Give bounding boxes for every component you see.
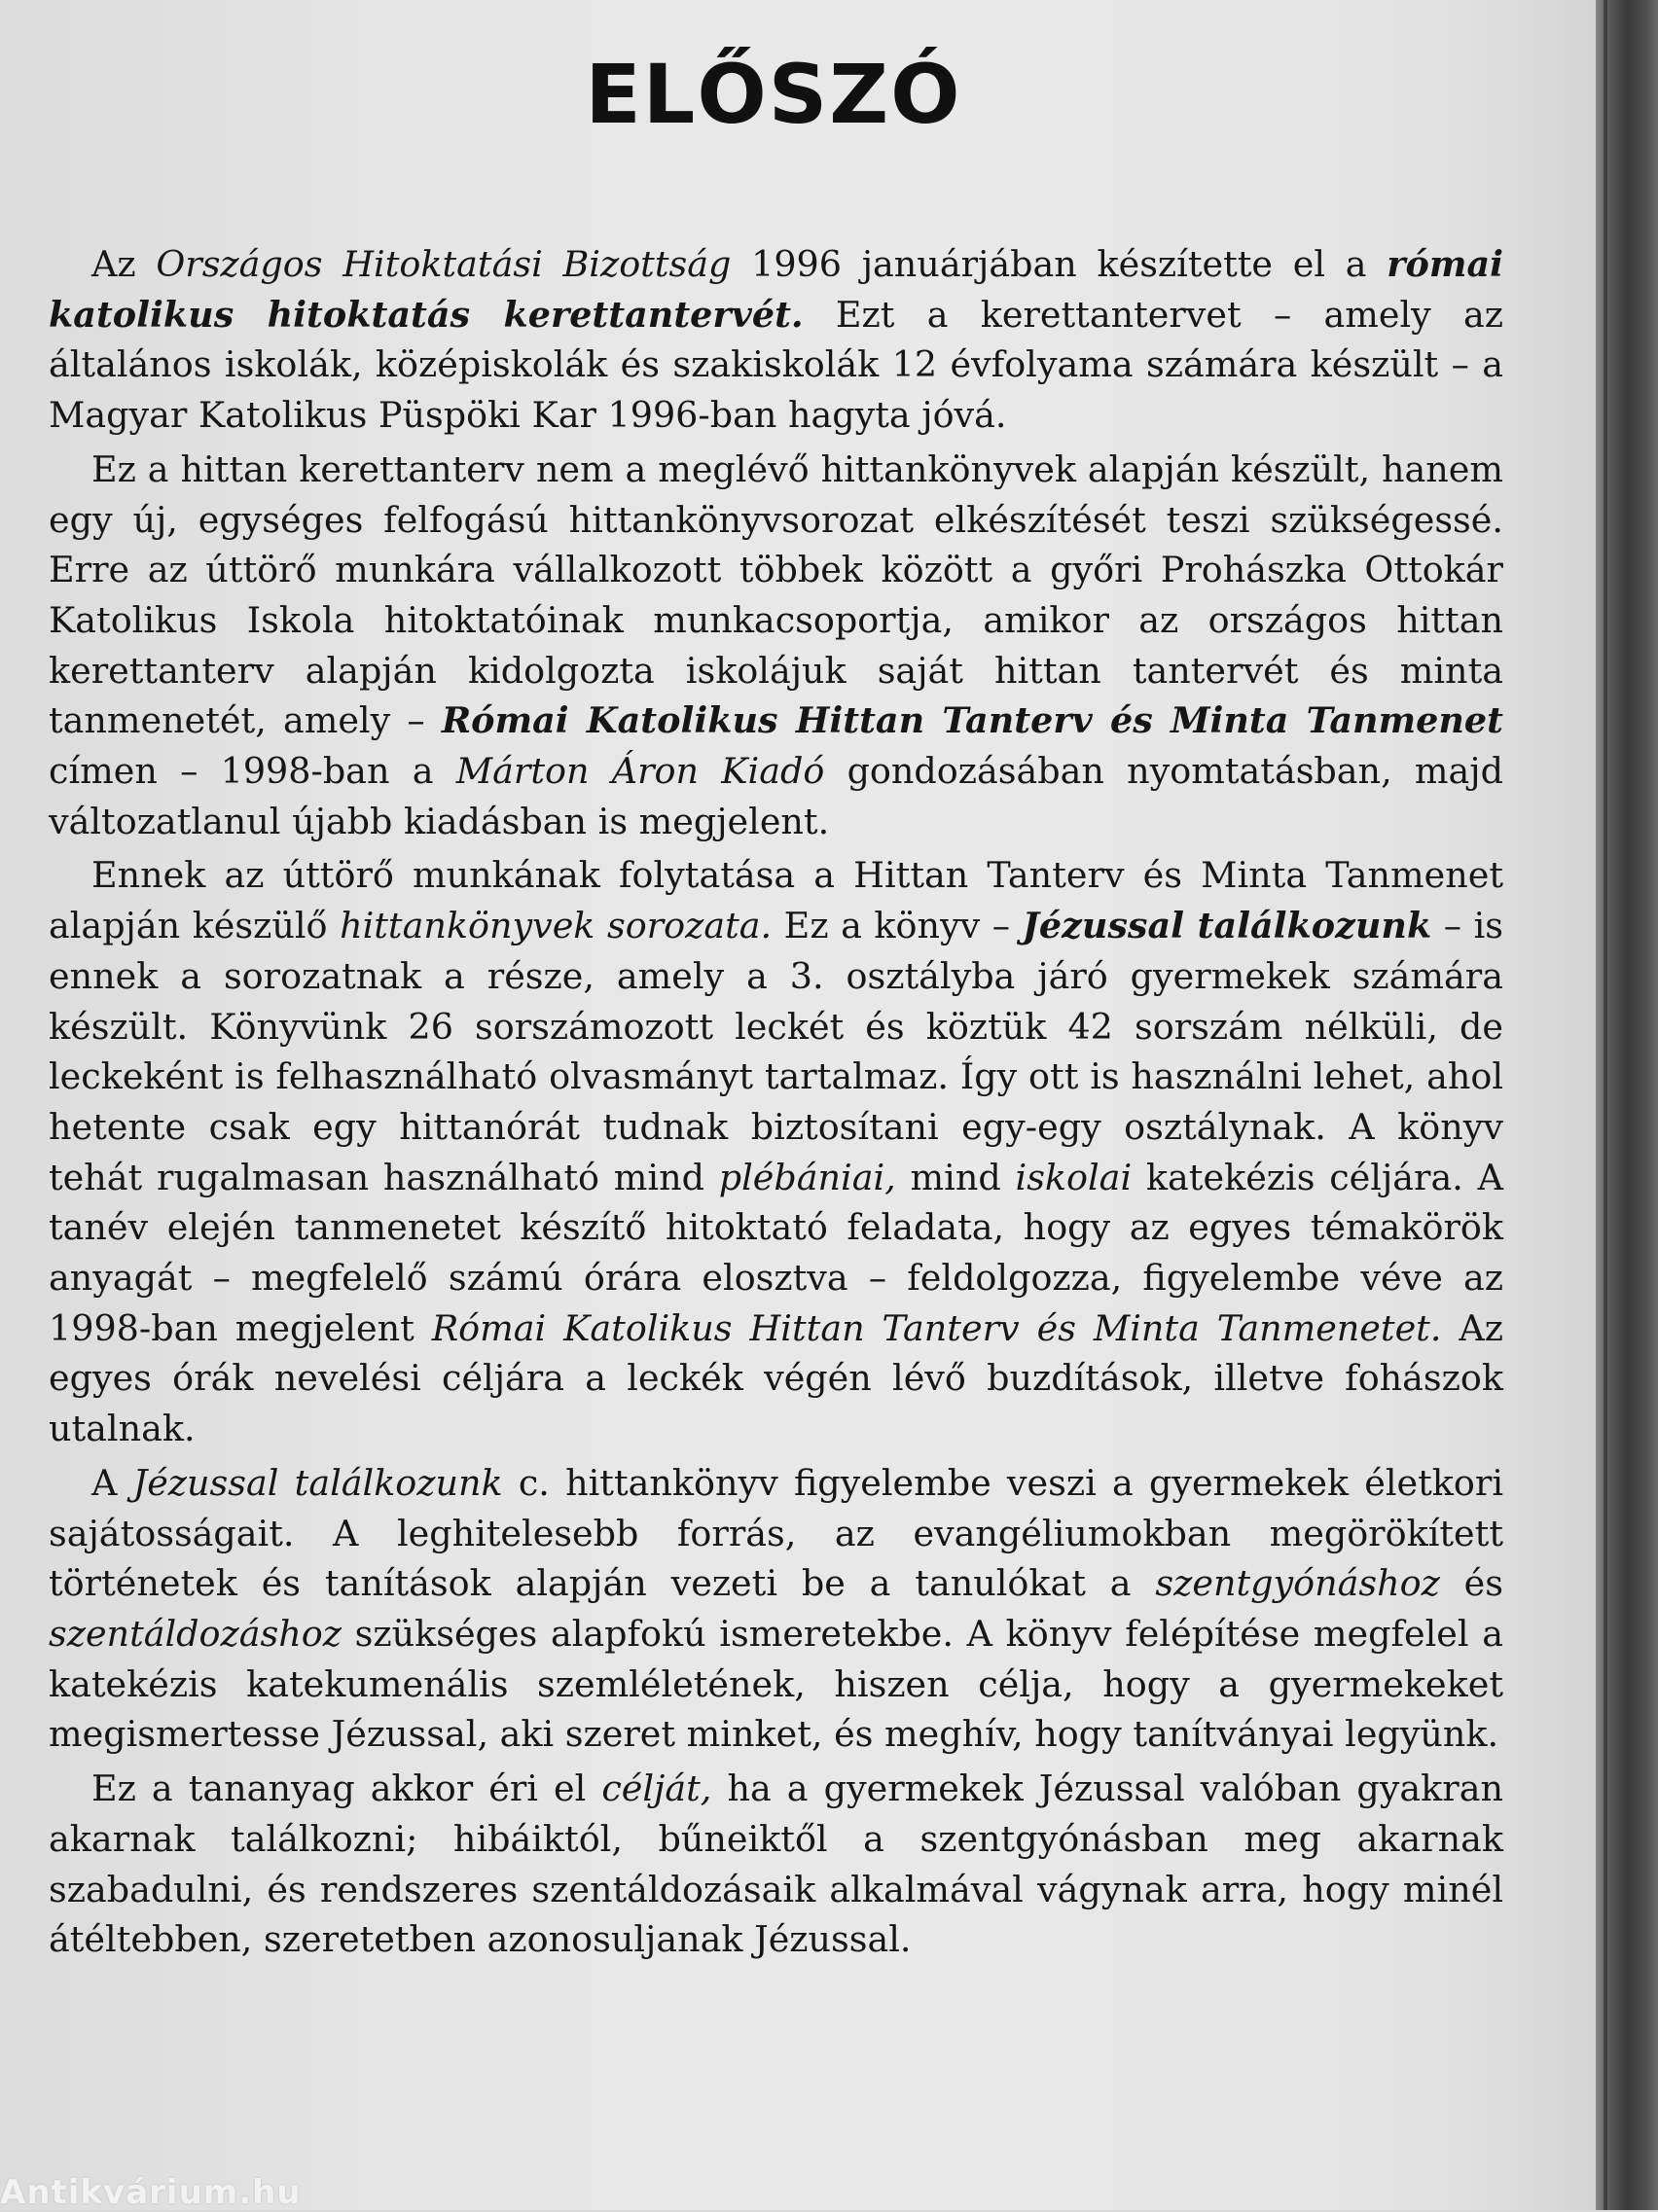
italic-text: célját, <box>601 1767 712 1810</box>
italic-text: plébániai, <box>718 1156 896 1198</box>
italic-text: hittankönyvek sorozata. <box>340 905 773 947</box>
paragraph-2 <box>49 445 1503 847</box>
body-text: Ennek az úttörő munkának folytatása a Hittan Tanterv és Minta Tanmenet alapján készülő <box>49 854 1503 947</box>
book-spine-shadow <box>1596 0 1658 2210</box>
body-text: Az egyes órák nevelési céljára a leckék végén lévő buzdítások, illetve fohászok utalnak. <box>49 1306 1503 1450</box>
body-text: címen – 1998-ban a <box>49 750 456 793</box>
body-text: katekézis céljára. A tanév elején tanmenetet készítő hitoktató feladata, hogy az egyes témakörök anyagát – megfelelő számú órára elosztva – feldolgozza, figyelembe véve az 1998-ban megjelent <box>49 1156 1503 1349</box>
watermark: Antikvárium.hu <box>0 2173 302 2212</box>
paragraph-3 <box>49 850 1503 1453</box>
bold-italic-text: római katolikus hitoktatás kerettantervét. <box>49 243 1503 336</box>
page-title: ELŐSZÓ <box>585 47 962 142</box>
paragraph-4 <box>49 1458 1503 1760</box>
italic-text: Márton Áron Kiadó <box>455 750 825 793</box>
italic-text: szentáldozáshoz <box>49 1612 342 1655</box>
preface-body <box>49 239 1503 1969</box>
body-text: Ez a könyv – <box>772 905 1023 947</box>
italic-text: Országos Hitoktatási Bizottság <box>156 243 732 285</box>
italic-text: iskolai <box>1015 1156 1133 1198</box>
body-text: 1996 januárjában készítette el a <box>731 243 1388 285</box>
body-text: c. hittankönyv figyelembe veszi a gyermekek életkori sajátosságait. A leghitelesebb forrás, az evangéliumokban megörökített történetek és tanítások alapján vezeti be a tanulókat a <box>49 1461 1504 1605</box>
body-text: szükséges alapfokú ismeretekbe. A könyv felépítése megfelel a katekézis katekumenális szemléletének, hiszen célja, hogy a gyermekeket megismertesse Jézussal, aki szeret minket, és meghív, hogy tanítványai legyünk. <box>49 1612 1503 1756</box>
body-text: A <box>91 1461 133 1504</box>
body-text: Ez a tananyag akkor éri el <box>91 1767 602 1810</box>
body-text: Az <box>91 243 157 285</box>
body-text: és <box>1439 1562 1503 1605</box>
body-text: ha a gyermekek Jézussal valóban gyakran akarnak találkozni; hibáiktól, bűneiktől a szentgyónásban meg akarnak szabadulni, és rendszeres szentáldozásaik alkalmával vágynak arra, hogy minél átéltebben, szeretetben azonosuljanak Jézussal. <box>49 1767 1503 1961</box>
paragraph-5 <box>49 1764 1503 1965</box>
body-text: gondozásában nyomtatásban, majd változatlanul újabb kiadásban is megjelent. <box>49 750 1503 842</box>
bold-italic-text: Jézussal találkozunk <box>1022 905 1432 947</box>
italic-text: szentgyónáshoz <box>1155 1562 1440 1605</box>
italic-text: Római Katolikus Hittan Tanterv és Minta Tanmenetet. <box>431 1306 1442 1349</box>
body-text: – is ennek a sorozatnak a része, amely a 3. osztályba járó gyermekek számára készült. Könyvünk 26 sorszámozott leckét és köztük 42 sorszám nélküli, de leckeként is felhasználható olvasmányt tartalmaz. Így ott is használni lehet, ahol hetente csak egy hittanórát tudnak biztosítani egy-egy osztálynak. A könyv tehát rugalmasan használható mind <box>49 905 1503 1198</box>
body-text: Ez a hittan kerettanterv nem a meglévő hittankönyvek alapján készült, hanem egy új, egységes felfogású hittankönyvsorozat elkészítését teszi szükségessé. Erre az úttörő munkára vállalkozott többek között a győri Prohászka Ottokár Katolikus Iskola hitoktatóinak munkacsoportja, amikor az országos hittan kerettanterv alapján kidolgozta iskolájuk saját hittan tantervét és minta tanmenetét, amely – <box>49 447 1503 742</box>
body-text: mind <box>895 1156 1016 1198</box>
italic-text: Jézussal találkozunk <box>132 1461 503 1504</box>
bold-italic-text: Római Katolikus Hittan Tanterv és Minta Tanmenet <box>441 699 1503 742</box>
body-text: Ezt a kerettantervet – amely az általános iskolák, középiskolák és szakiskolák 12 évfolyama számára készült – a Magyar Katolikus Püspöki Kar 1996-ban hagyta jóvá. <box>49 293 1503 437</box>
paragraph-1 <box>49 239 1503 441</box>
